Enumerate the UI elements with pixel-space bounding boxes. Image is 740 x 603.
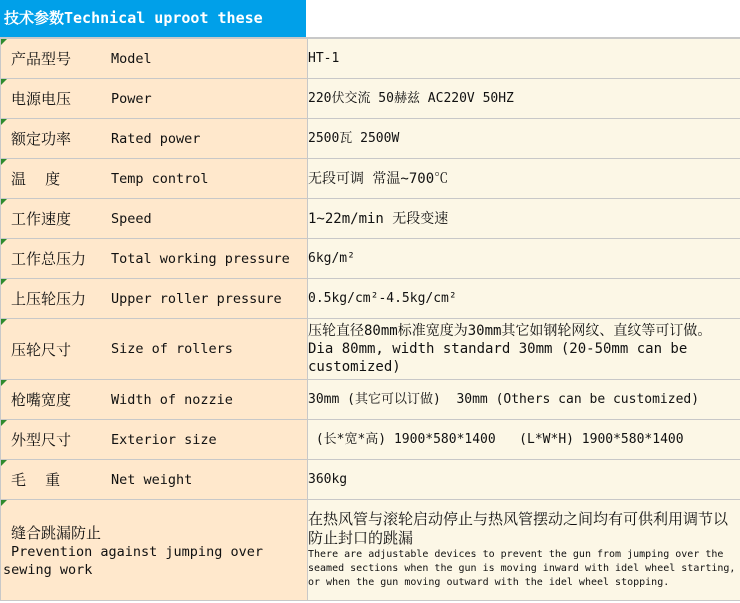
table-row [1,119,740,159]
table-row [1,159,740,199]
label-en: Temp control [111,170,209,187]
row-label [1,420,308,460]
label-en: Net weight [111,471,193,488]
label-cn: 上压轮压力 [11,290,87,308]
spec-table [0,38,740,601]
row-value [308,279,740,319]
row-value [308,500,740,601]
value-text: 压轮直径80mm标准宽度为30mm其它如钢轮网纹、直纹等可订做。 Dia 80mm, width standard 30mm (20-50mm can be customized) [308,323,712,375]
label-cn: 外型尺寸 [11,431,72,449]
row-value [308,79,740,119]
row-label [1,500,308,601]
value-text: 2500瓦 2500W [308,130,400,146]
row-value [308,199,740,239]
label-cn: 电源电压 [11,90,72,108]
value-text-cn: 在热风管与滚轮启动停止与热风管摆动之间均有可供利用调节以防止封口的跳漏 [308,510,729,547]
value-text-en: There are adjustable devices to prevent the gun from jumping over the seamed sections when the gun is moving inward with idel wheel starting, or when the gun moving outward with the idel wheel stopping. [308,549,736,588]
row-value [308,460,740,500]
row-value [308,319,740,380]
label-cn: 工作速度 [11,210,72,228]
table-row [1,500,740,601]
row-value [308,239,740,279]
row-label [1,79,308,119]
label-en: Exterior size [111,431,217,448]
label-en-line2: sewing work [3,561,93,578]
value-text: 220伏交流 50赫兹 AC220V 50HZ [308,90,514,106]
label-en: Rated power [111,130,201,147]
label-cn: 工作总压力 [11,250,87,268]
label-cn: 产品型号 [11,50,72,68]
table-row [1,279,740,319]
value-text: 30mm (其它可以订做) 30mm (Others can be customized) [308,391,700,407]
label-en: Power [111,90,152,107]
label-en: Model [111,50,152,67]
label-cn: 压轮尺寸 [11,340,72,359]
label-cn: 枪嘴宽度 [11,391,72,409]
label-cn: 毛 重 [11,471,61,489]
row-value [308,159,740,199]
label-en: Speed [111,210,152,227]
row-value [308,39,740,79]
row-label [1,159,308,199]
row-value [308,380,740,420]
table-row [1,319,740,380]
label-en: Upper roller pressure [111,290,282,307]
row-label [1,199,308,239]
label-en: Size of rollers [111,341,233,357]
table-row [1,239,740,279]
table-row [1,79,740,119]
table-row [1,199,740,239]
value-text: (长*宽*高) 1900*580*1400 (L*W*H) 1900*580*1400 [308,431,684,447]
label-en: Prevention against jumping over [11,543,263,560]
row-value [308,420,740,460]
table-row [1,39,740,79]
label-cn: 温 度 [11,170,61,188]
label-en: Total working pressure [111,250,290,267]
table-row [1,420,740,460]
value-text: 0.5kg/cm²-4.5kg/cm² [308,290,457,306]
row-value [308,119,740,159]
value-text: 6kg/m² [308,250,355,266]
value-text: HT-1 [308,50,340,66]
row-label [1,39,308,79]
page-title: 技术参数Technical uproot these [0,0,306,37]
table-row [1,460,740,500]
row-label [1,380,308,420]
row-label [1,460,308,500]
row-label [1,279,308,319]
value-text: 360kg [308,471,348,487]
label-en: Width of nozzie [111,391,233,408]
row-label [1,319,308,380]
label-cn: 缝合跳漏防止 [11,523,102,542]
row-label [1,239,308,279]
value-text: 无段可调 常温~700℃ [308,170,449,187]
row-label [1,119,308,159]
value-text: 1~22m/min 无段变速 [308,210,449,227]
table-row [1,380,740,420]
label-cn: 额定功率 [11,130,72,148]
